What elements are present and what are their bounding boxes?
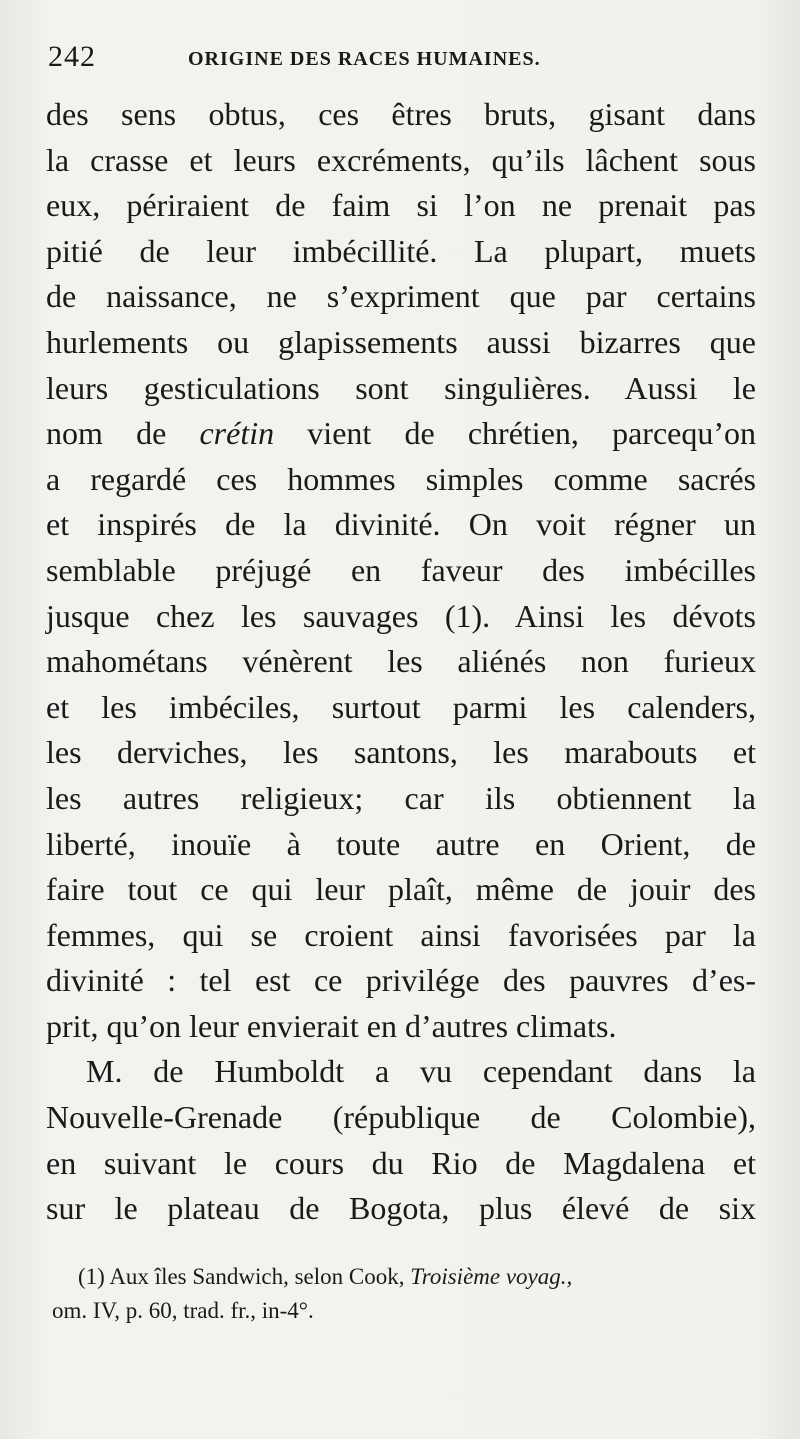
text-line: jusque chez les sauvages (1). Ainsi les dévots [46, 597, 756, 634]
text-line: et inspirés de la divinité. On voit régner un [46, 506, 756, 543]
text-line: hurlements ou glapissements aussi bizarres que [46, 323, 756, 360]
text-line: mahométans vénèrent les aliénés non furieux [46, 643, 756, 680]
text-line: les derviches, les santons, les marabouts et [46, 734, 756, 771]
text-line: de naissance, ne s’expriment que par certains [46, 278, 756, 315]
text-line: sur le plateau de Bogota, plus élevé de six [46, 1190, 756, 1227]
page-number: 242 [48, 40, 96, 73]
text-segment: vient de chrétien, parcequ’on [307, 415, 757, 452]
text-line: divinité : tel est ce privilége des pauvres d’es- [46, 962, 756, 999]
footnote-marker: (1) [78, 1264, 105, 1289]
text-line: et les imbéciles, surtout parmi les calenders, [46, 688, 756, 725]
text-line: femmes, qui se croient ainsi favorisées par la [46, 916, 756, 953]
text-line: liberté, inouïe à toute autre en Orient, de [46, 825, 756, 862]
running-title: ORIGINE DES RACES HUMAINES. [188, 48, 541, 70]
text-line: la crasse et leurs excréments, qu’ils lâchent sous [46, 141, 756, 178]
text-line: en suivant le cours du Rio de Magdalena et [46, 1144, 756, 1181]
text-line: les autres religieux; car ils obtiennent la [46, 779, 756, 816]
text-line: des sens obtus, ces êtres bruts, gisant dans [46, 96, 756, 132]
text-line: a regardé ces hommes simples comme sacrés [46, 460, 756, 497]
body-text [46, 92, 756, 1232]
footnote-line: om. IV, p. 60, trad. fr., in-4°. [52, 1298, 314, 1323]
footnote-line [52, 1260, 758, 1294]
text-line: Nouvelle-Grenade (république de Colombie), [46, 1099, 756, 1136]
text-line: faire tout ce qui leur plaît, même de jouir des [46, 871, 756, 908]
paragraph-start-line: M. de Humboldt a vu cependant dans la [86, 1053, 756, 1090]
text-line: pitié de leur imbécillité. La plupart, muets [46, 232, 756, 269]
footnote [52, 1260, 758, 1328]
italic-term: crétin [199, 415, 275, 452]
text-line: eux, périraient de faim si l’on ne prenait pas [46, 187, 756, 224]
text-line: prit, qu’on leur envierait en d’autres climats. [46, 1007, 617, 1044]
text-segment: nom de [46, 415, 167, 452]
text-line: leurs gesticulations sont singulières. Aussi le [46, 369, 756, 406]
text-line-with-italic [46, 411, 756, 457]
page-header [48, 40, 758, 80]
footnote-italic: Troisième voyag., [410, 1264, 573, 1289]
footnote-text: Aux îles Sandwich, selon Cook, [109, 1264, 405, 1289]
text-line: semblable préjugé en faveur des imbécilles [46, 551, 756, 588]
